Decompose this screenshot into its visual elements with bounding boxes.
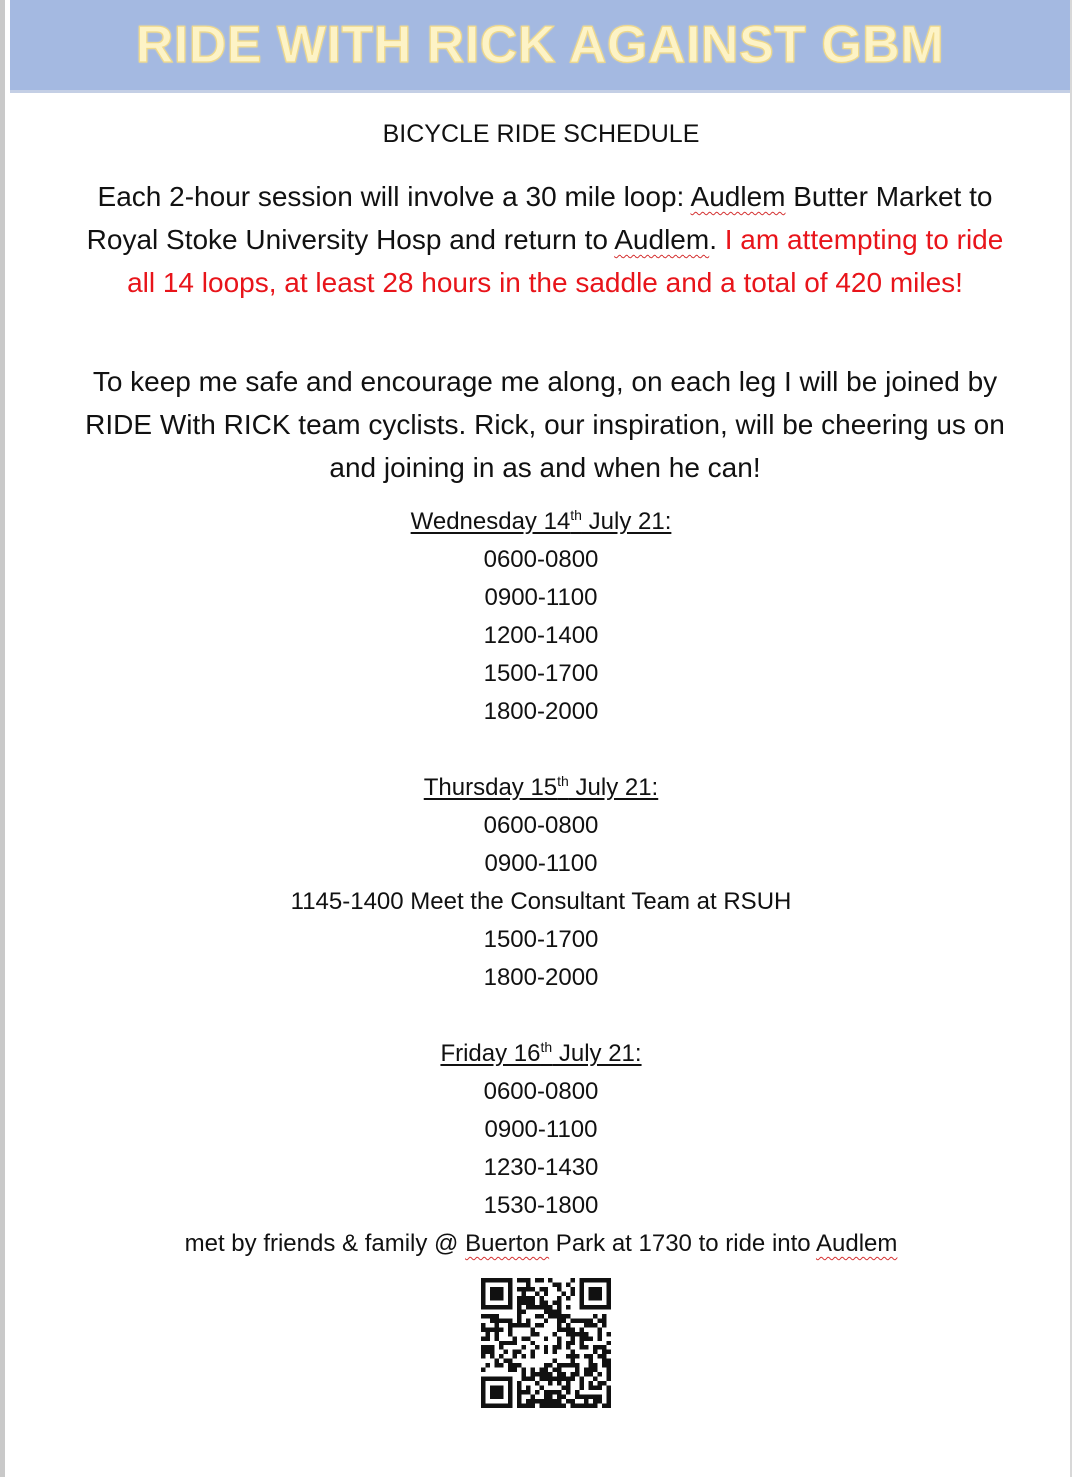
schedule-subtitle: BICYCLE RIDE SCHEDULE: [382, 120, 700, 148]
intro-text-3: .: [709, 224, 725, 255]
time-slot: 0600-0800: [483, 1078, 599, 1105]
time-slot: 1500-1700: [483, 660, 599, 687]
time-slot: 0600-0800: [483, 812, 599, 839]
day-heading-month: July 21:: [568, 774, 659, 801]
time-slot: 0900-1100: [484, 850, 598, 877]
day-heading-text: Friday 16: [440, 1040, 541, 1067]
time-slot: 1800-2000: [483, 698, 599, 725]
time-slot: 1200-1400: [483, 622, 599, 649]
day-block-friday: [5, 1035, 1072, 1225]
intro-text-1: Each 2-hour session will involve a 30 mile loop:: [97, 181, 691, 212]
closing-text-1: met by friends & family @: [184, 1230, 466, 1257]
title-banner: [10, 0, 1070, 93]
time-slot: 1500-1700: [483, 926, 599, 953]
day-heading-month: July 21:: [552, 1040, 642, 1067]
day-block-thursday: [5, 769, 1072, 997]
support-paragraph: To keep me safe and encourage me along, on each leg I will be joined by RIDE With RICK team cyclists. Rick, our inspiration, will be cheering us on and joining in as and when he can!: [85, 366, 1005, 483]
day-heading-text: Thursday 15: [423, 774, 558, 801]
day-heading-thursday: [5, 769, 1072, 807]
intro-audlem-2: Audlem: [614, 224, 710, 255]
closing-audlem: Audlem: [815, 1230, 898, 1257]
day-heading-wednesday: [5, 503, 1072, 541]
day-heading-suffix: th: [557, 773, 569, 789]
intro-text-2: Butter Market to Royal Stoke University Hosp and return to: [86, 181, 993, 255]
intro-paragraph: [75, 175, 1015, 304]
time-slot: 0900-1100: [484, 1116, 598, 1143]
time-slot: 1230-1430: [483, 1154, 599, 1181]
spacer: [5, 731, 1072, 769]
day-heading-suffix: th: [570, 507, 582, 523]
day-heading-friday: [5, 1035, 1072, 1073]
day-heading-suffix: th: [540, 1039, 553, 1055]
day-block-wednesday: [5, 503, 1072, 731]
intro-audlem-1: Audlem: [690, 181, 786, 212]
closing-buerton: Buerton: [465, 1230, 550, 1257]
time-slot: 0900-1100: [484, 584, 598, 611]
spacer: [5, 997, 1072, 1035]
time-slot: 1530-1800: [483, 1192, 599, 1219]
closing-line: [5, 1225, 1072, 1263]
time-slot: 1145-1400 Meet the Consultant Team at RSUH: [290, 888, 792, 915]
intro-red-text: I am attempting to ride all 14 loops, at least 28 hours in the saddle and a total of 420 miles!: [127, 224, 1004, 298]
day-heading-month: July 21:: [581, 508, 672, 535]
ride-schedule: [5, 503, 1072, 1263]
banner-title: RIDE WITH RICK AGAINST GBM: [135, 16, 945, 74]
qr-code-icon[interactable]: [481, 1278, 611, 1408]
time-slot: 1800-2000: [483, 964, 599, 991]
day-heading-text: Wednesday 14: [410, 508, 571, 535]
time-slot: 0600-0800: [483, 546, 599, 573]
closing-text-2: Park at 1730 to ride into: [549, 1230, 816, 1257]
